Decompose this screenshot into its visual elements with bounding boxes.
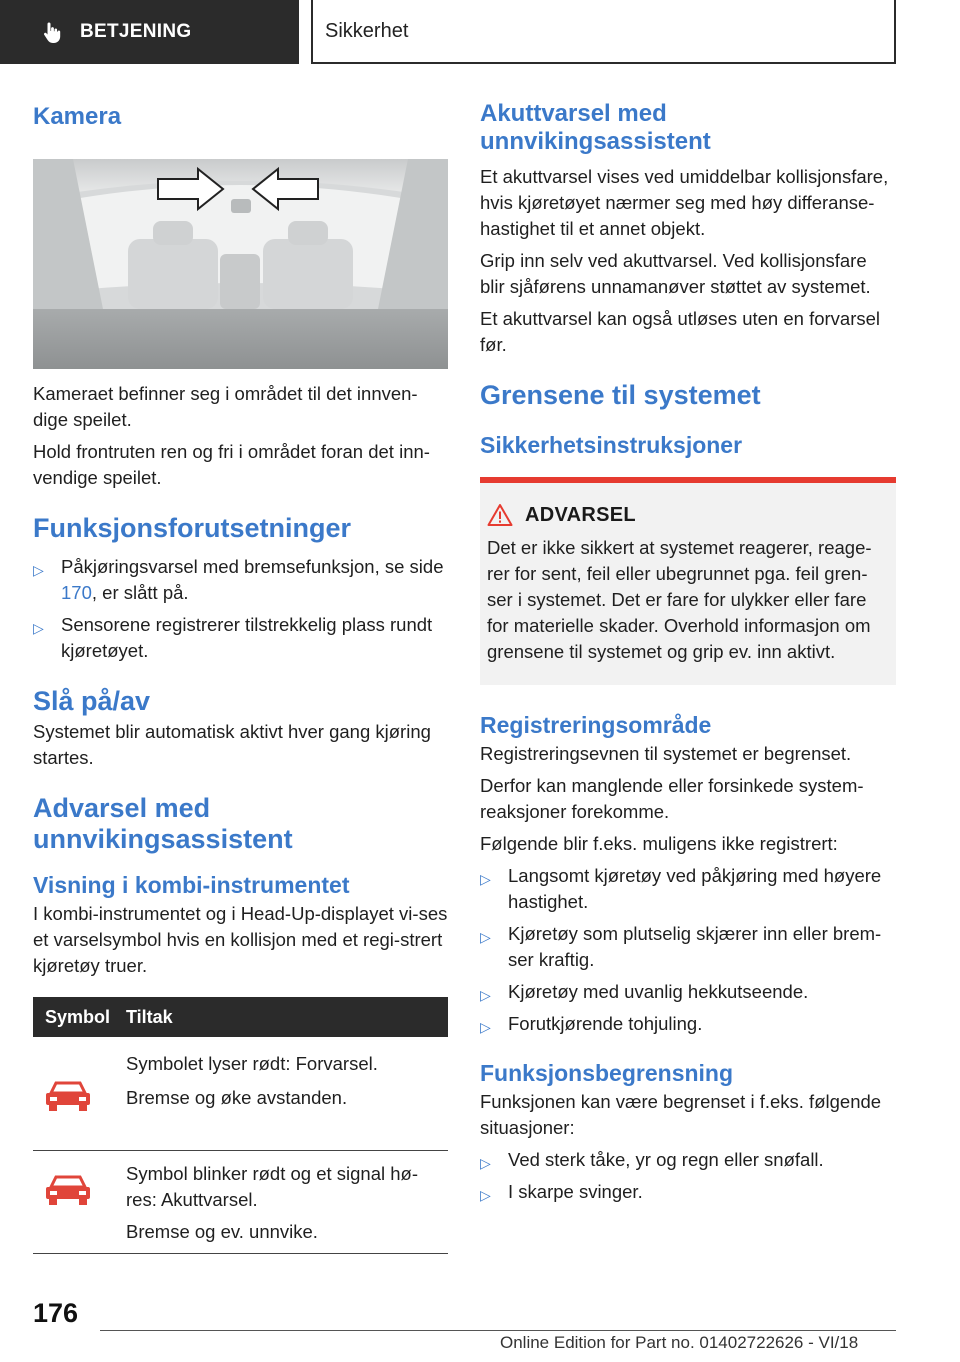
list-item: ▷ Påkjøringsvarsel med bremsefunksjon, se side 170, er slått på. xyxy=(33,556,444,603)
funksjonsbegrensning-list xyxy=(480,1147,896,1205)
action-cell: Symbol blinker rødt og et signal hø-res: Akuttvarsel. Bremse og ev. unnvike. xyxy=(126,1150,448,1253)
visning-paragraph: I kombi-instrumentet og i Head-Up-displayet vi-ses et varselsymbol hvis en kollisjon med et regi-strert kjøretøy truer. xyxy=(33,903,448,976)
hand-pointer-icon xyxy=(40,20,64,44)
registrering-paragraph-1: Registreringsevnen til systemet er begrenset. xyxy=(480,743,852,764)
advarsel-heading: Advarsel med unnvikingsassistent xyxy=(33,793,293,854)
slaa-paa-av-heading: Slå på/av xyxy=(33,686,151,716)
kamera-heading: Kamera xyxy=(33,103,122,130)
header-section-tab xyxy=(0,0,299,64)
list-item: ▷ Ved sterk tåke, yr og regn eller snøfall. xyxy=(480,1147,896,1173)
edition-label: Online Edition for Part no. 01402722626 - VI/18 xyxy=(500,1333,859,1352)
slaa-paa-av-paragraph: Systemet blir automatisk aktivt hver gang kjøring startes. xyxy=(33,721,431,768)
bullet-triangle-icon: ▷ xyxy=(480,871,491,887)
left-column xyxy=(33,100,448,1254)
warning-box xyxy=(480,477,896,685)
header-chapter-label: Sikkerhet xyxy=(325,19,409,42)
camera-location-photo xyxy=(33,159,448,369)
page-number: 176 xyxy=(33,1298,79,1328)
registrering-paragraph-3: Følgende blir f.eks. muligens ikke registrert: xyxy=(480,833,838,854)
table-header-tiltak: Tiltak xyxy=(126,997,448,1037)
list-item: ▷ I skarpe svinger. xyxy=(480,1179,896,1205)
symbol-cell xyxy=(33,1150,126,1253)
registrering-list xyxy=(480,863,896,1037)
table-row xyxy=(33,1150,448,1253)
grensene-heading: Grensene til systemet xyxy=(480,380,761,410)
bullet-triangle-icon: ▷ xyxy=(33,562,44,578)
footer-divider xyxy=(100,1330,896,1331)
akuttvarsel-paragraph-2: Grip inn selv ved akuttvarsel. Ved kollisjonsfare blir sjåførens unnamanøver støttet av systemet. xyxy=(480,250,871,297)
list-item: ▷ Kjøretøy med uvanlig hekkutseende. xyxy=(480,979,896,1005)
akuttvarsel-heading: Akuttvarsel med unnvikingsassistent xyxy=(480,100,711,155)
registreringsomraade-heading: Registreringsområde xyxy=(480,712,712,738)
bullet-triangle-icon: ▷ xyxy=(480,987,491,1003)
right-column xyxy=(480,100,896,1205)
symbol-table xyxy=(33,997,448,1254)
bullet-triangle-icon: ▷ xyxy=(33,620,44,636)
warning-title: ADVARSEL xyxy=(525,503,636,526)
list-item: ▷ Forutkjørende tohjuling. xyxy=(480,1011,896,1037)
warning-triangle-icon xyxy=(487,503,513,527)
bullet-triangle-icon: ▷ xyxy=(480,1155,491,1171)
list-item: ▷ Kjøretøy som plutselig skjærer inn eller brem-ser kraftig. xyxy=(480,923,882,970)
warning-header xyxy=(487,503,889,527)
list-item: ▷ Sensorene registrerer tilstrekkelig plass rundt kjøretøyet. xyxy=(33,614,433,661)
akuttvarsel-paragraph-1: Et akuttvarsel vises ved umiddelbar kollisjonsfare, hvis kjøretøyet nærmer seg med høy differanse-hastighet til et annet objekt. xyxy=(480,166,889,239)
table-header-symbol: Symbol xyxy=(33,997,126,1037)
list-item: ▷ Langsomt kjøretøy ved påkjøring med høyere hastighet. xyxy=(480,865,882,912)
bullet-triangle-icon: ▷ xyxy=(480,1187,491,1203)
sikkerhetsinstruksjoner-heading: Sikkerhetsinstruksjoner xyxy=(480,432,743,458)
car-warning-icon xyxy=(43,1171,93,1211)
warning-text: Det er ikke sikkert at systemet reagerer, reage-rer for sent, feil eller ubegrunnet pga. feil gren-ser i systemet. Det er fare for ulykker eller fare for materielle skader. Overhold informasjon om grensene til systemet og grip ev. inn aktivt. xyxy=(487,537,872,662)
visning-heading: Visning i kombi-instrumentet xyxy=(33,872,350,898)
kamera-paragraph-2: Hold frontruten ren og fri i området foran det inn-vendige speilet. xyxy=(33,441,430,488)
action-cell: Symbolet lyser rødt: Forvarsel. Bremse og øke avstanden. xyxy=(126,1037,448,1150)
header-chapter-box xyxy=(311,0,896,64)
kamera-paragraph-1: Kameraet befinner seg i området til det innven-dige speilet. xyxy=(33,383,418,430)
bullet-triangle-icon: ▷ xyxy=(480,1019,491,1035)
akuttvarsel-paragraph-3: Et akuttvarsel kan også utløses uten en forvarsel før. xyxy=(480,308,881,355)
header-section-label: BETJENING xyxy=(80,21,192,42)
funksjonsforutsetninger-heading: Funksjonsforutsetninger xyxy=(33,513,352,543)
registrering-paragraph-2: Derfor kan manglende eller forsinkede system-reaksjoner forekomme. xyxy=(480,775,864,822)
funksjonsforutsetninger-list xyxy=(33,554,448,664)
funksjonsbegrensning-paragraph: Funksjonen kan være begrenset i f.eks. følgende situasjoner: xyxy=(480,1091,882,1138)
page-reference-link[interactable]: 170 xyxy=(61,582,92,603)
bullet-triangle-icon: ▷ xyxy=(480,929,491,945)
symbol-cell xyxy=(33,1037,126,1150)
funksjonsbegrensning-heading: Funksjonsbegrensning xyxy=(480,1060,734,1086)
table-row xyxy=(33,1037,448,1150)
car-warning-icon xyxy=(43,1077,93,1117)
